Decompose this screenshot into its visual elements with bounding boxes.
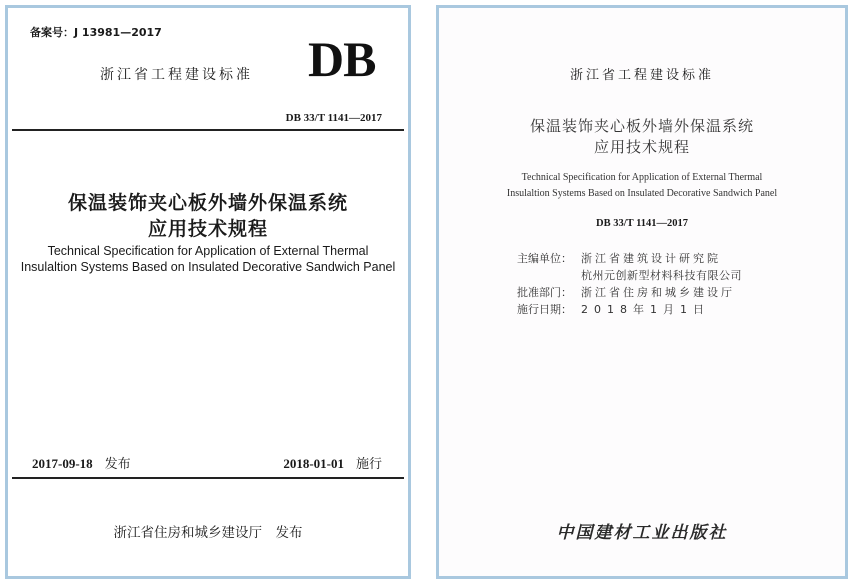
approval-dept: 浙江省住房和城乡建设厅 [581,286,735,299]
tp-title-en-line-2: Insulaltion Systems Based on Insulated Decorative Sandwich Panel [506,188,778,199]
approval-row [517,284,735,300]
effective-label: 施行日期： [517,303,572,316]
approval-label: 批准部门： [517,286,572,299]
title-en-line-1: Technical Specification for Application of External Thermal [47,244,369,258]
tp-standard-code: DB 33/T 1141—2017 [596,218,688,229]
chief-unit-1: 浙江省建筑设计研究院 [581,252,721,265]
implement-date: 2018-01-01 [283,456,344,471]
effective-date: 2018年1月1日 [581,303,710,316]
publisher: 浙江省住房和城乡建设厅 发布 [113,525,303,541]
implement-label: 施行 [355,457,382,472]
issue-label: 发布 [104,457,131,472]
chief-unit-row [517,250,721,266]
tp-title-cn-line-2: 应用技术规程 [593,138,690,156]
top-rule [12,129,404,131]
title-en-line-2: Insulaltion Systems Based on Insulated Decorative Sandwich Panel [20,260,396,274]
record-number: 备案号：J 13981—2017 [30,26,162,39]
issue-date: 2017-09-18 [32,456,93,471]
standard-code: DB 33/T 1141—2017 [285,112,382,124]
title-cn-line-1: 保温装饰夹心板外墙外保温系统 [67,192,348,214]
bottom-rule [12,477,404,479]
tp-title-cn-line-1: 保温装饰夹心板外墙外保温系统 [529,117,754,135]
title-page [436,5,848,579]
effective-row [517,301,710,317]
db-logo: DB [308,31,376,87]
press-name: 中国建材工业出版社 [556,523,728,543]
standard-line: 浙江省工程建设标准 [100,67,253,83]
tp-title-en-line-1: Technical Specification for Application of External Thermal [521,172,763,183]
chief-unit-label: 主编单位： [517,252,572,265]
chief-unit-2: 杭州元创新型材料科技有限公司 [581,269,742,282]
implement-date-block [283,453,382,472]
tp-standard-line: 浙江省工程建设标准 [569,68,714,83]
issue-date-block [32,453,131,472]
cover-page [5,5,411,579]
chief-unit-row-2 [581,267,742,283]
title-cn-line-2: 应用技术规程 [147,218,268,240]
